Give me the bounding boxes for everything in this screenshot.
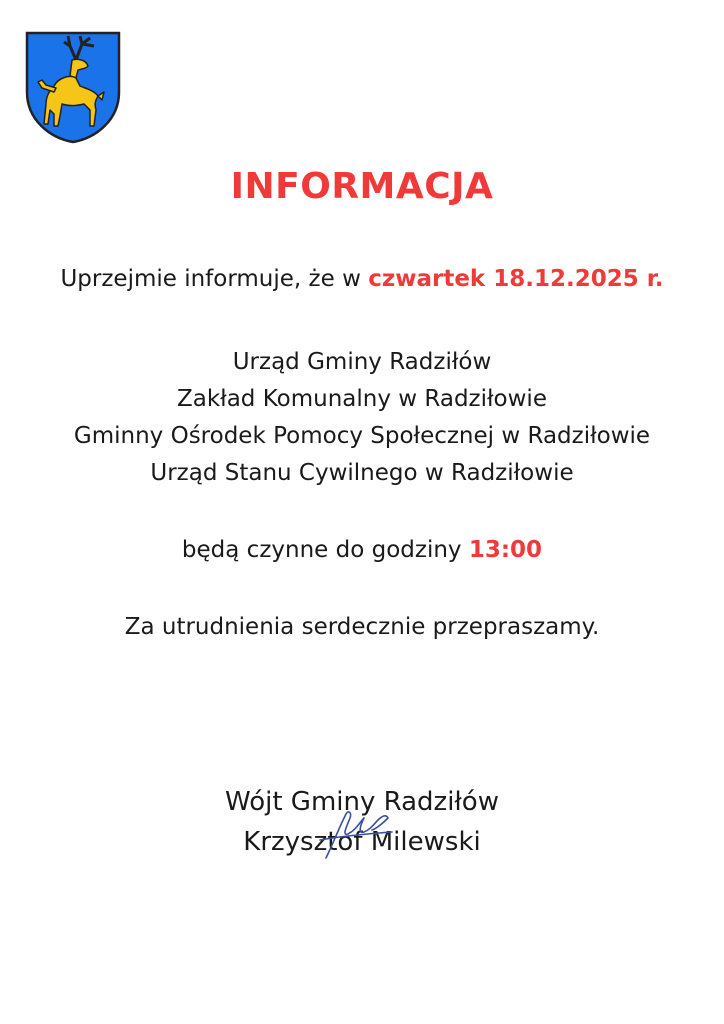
- date-highlight: czwartek 18.12.2025 r.: [368, 266, 664, 292]
- office-item: Gminny Ośrodek Pomocy Społecznej w Radziłowie: [73, 423, 651, 449]
- signatory-name: Krzysztof Milewski: [243, 827, 481, 857]
- intro-sentence: [0, 266, 724, 292]
- handwritten-signature-icon: [312, 800, 402, 860]
- hours-text: będą czynne do godziny: [181, 537, 469, 563]
- hours-sentence: [0, 537, 724, 563]
- office-item: Urząd Stanu Cywilnego w Radziłowie: [150, 460, 574, 486]
- time-highlight: 13:00: [468, 537, 543, 563]
- apology-text: Za utrudnienia serdecznie przepraszamy.: [124, 614, 600, 640]
- office-item: Zakład Komunalny w Radziłowie: [177, 386, 547, 412]
- coat-of-arms-icon: [24, 30, 122, 144]
- office-item: Urząd Gminy Radziłów: [232, 349, 492, 375]
- offices-list: [0, 344, 724, 492]
- page-title: INFORMACJA: [230, 166, 494, 207]
- signatory-role: Wójt Gminy Radziłów: [225, 787, 499, 817]
- intro-text: Uprzejmie informuje, że w: [60, 266, 369, 292]
